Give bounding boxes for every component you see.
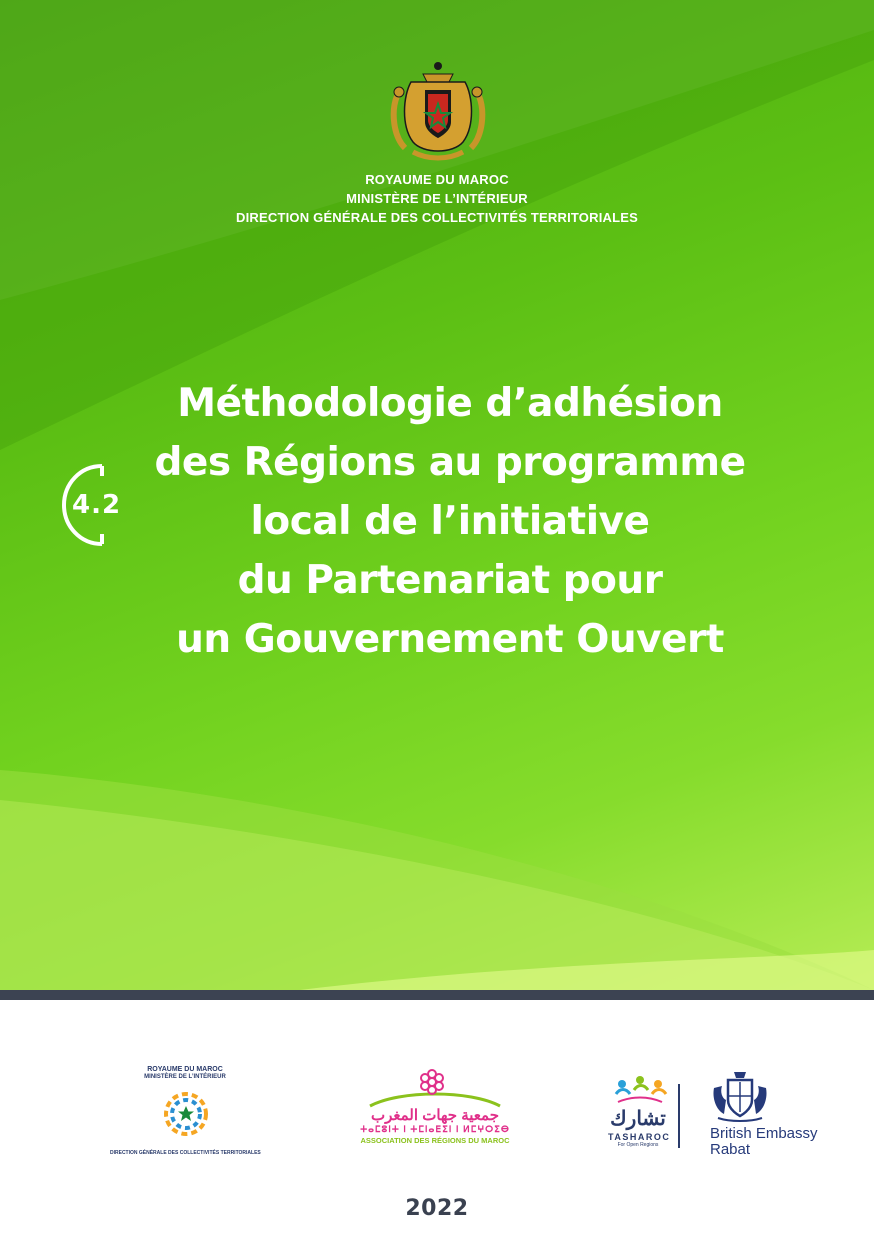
title-line: des Régions au programme [154, 440, 746, 485]
header-line-ministry: MINISTÈRE DE L’INTÉRIEUR [346, 191, 528, 206]
arm-flower-icon [360, 1066, 510, 1108]
tasharoc-people-icon [612, 1074, 668, 1106]
royal-coat-of-arms-icon [383, 56, 493, 166]
tasharoc-name: TASHAROC [608, 1132, 671, 1142]
embassy-city: Rabat [710, 1141, 751, 1158]
volume-number: 4.2 [72, 490, 122, 520]
arm-arabic-name: جمعية جهات المغرب [370, 1107, 499, 1124]
dgct-logo-line1: ROYAUME DU MAROC [147, 1066, 223, 1073]
royal-arms-crest-icon [710, 1070, 770, 1122]
title-line: Méthodologie d’adhésion [177, 381, 723, 426]
tasharoc-arabic-name: تشارك [610, 1108, 666, 1130]
dgct-logo [110, 1066, 260, 1160]
tasharoc-logo [606, 1074, 678, 1154]
issuer-header [0, 170, 874, 227]
title-line: local de l’initiative [250, 499, 650, 544]
dgct-star-emblem-icon [164, 1086, 208, 1146]
publication-year: 2022 [405, 1196, 469, 1221]
document-title [130, 374, 770, 669]
association-regions-maroc-logo [360, 1066, 520, 1150]
arm-amazigh-name: ⵜⴰⵎⵓⵏⵜ ⵏ ⵜⵎⵏⴰⴹⵉⵏ ⵏ ⵍⵎⵖⵔⵉⴱ [360, 1124, 510, 1134]
header-line-kingdom: ROYAUME DU MAROC [365, 172, 509, 187]
title-line: un Gouvernement Ouvert [176, 617, 724, 662]
tasharoc-tagline: For Open Regions [617, 1142, 659, 1148]
header-line-directorate: DIRECTION GÉNÉRALE DES COLLECTIVITÉS TERRITORIALES [236, 210, 638, 225]
british-embassy-logo [710, 1070, 830, 1160]
logo-separator [678, 1084, 680, 1148]
dgct-logo-line2: MINISTÈRE DE L’INTÉRIEUR [144, 1074, 226, 1080]
arm-french-name: ASSOCIATION DES RÉGIONS DU MAROC [360, 1136, 510, 1145]
dgct-logo-line3: DIRECTION GÉNÉRALE DES COLLECTIVITÉS TERRITORIALES [110, 1150, 261, 1156]
title-line: du Partenariat pour [237, 558, 663, 603]
embassy-name: British Embassy [710, 1125, 818, 1142]
cover-divider-bar [0, 990, 874, 1000]
